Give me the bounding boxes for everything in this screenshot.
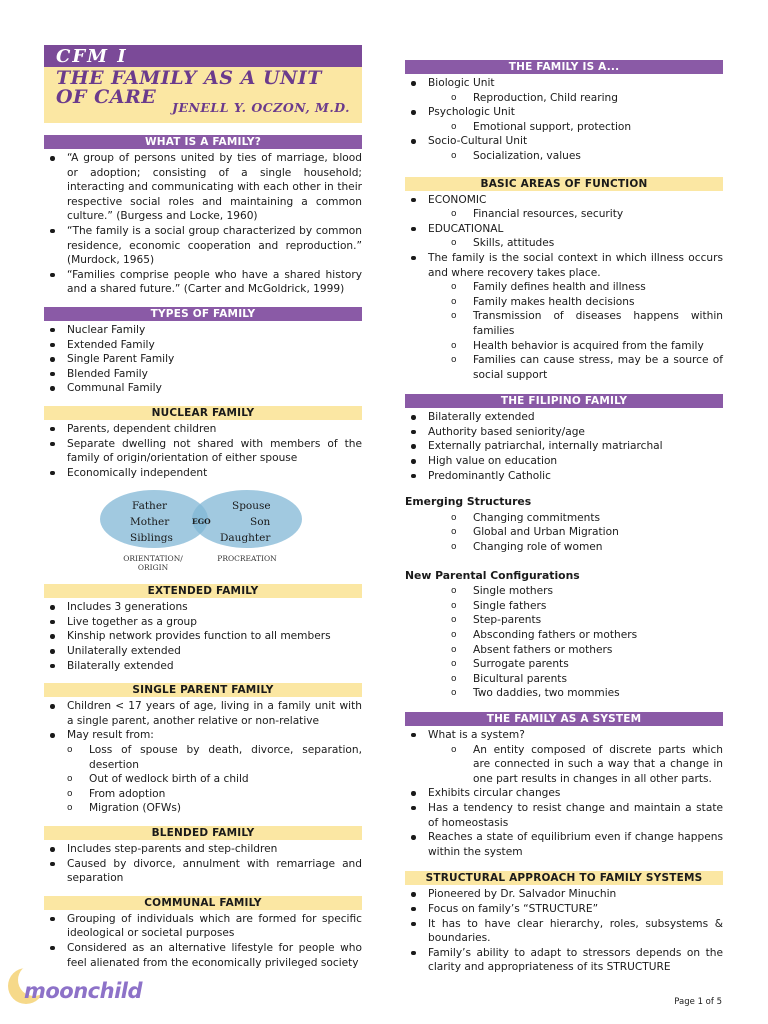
list-item: It has to have clear hierarchy, roles, subsystems & boundaries. [405,917,723,946]
sub-item: o Socialization, values [405,149,723,164]
course-title: CFM I [44,45,362,67]
sub-item: o Loss of spouse by death, divorce, separation, desertion [21,743,362,772]
sub-item: o Single mothers [405,584,723,599]
title-block [44,45,362,123]
section-family-as-system: THE FAMILY AS A SYSTEM [405,712,723,726]
list-item: Considered as an alternative lifestyle for people who feel alienated from the economically privileged society [44,941,362,970]
list-item: Caused by divorce, annulment with remarriage and separation [44,857,362,886]
sub-item: o Skills, attitudes [405,236,723,251]
sub-item: o Families can cause stress, may be a source of social support [405,353,723,382]
list-item: Focus on family’s “STRUCTURE” [405,902,723,917]
venn-center: EGO [192,517,211,527]
list-item: “Families comprise people who have a shared history and a shared future.” (Carter and McGoldrick, 1999) [44,268,362,297]
section-types-of-family: TYPES OF FAMILY [44,307,362,321]
sub-item: o Global and Urban Migration [405,525,723,540]
list-item [44,728,362,743]
list-item: Bilaterally extended [44,659,362,674]
list-item: The family is the social context in which illness occurs and where recovery takes place. [405,251,723,280]
list-item: Unilaterally extended [44,644,362,659]
venn-term: Spouse [232,500,271,513]
section-filipino-family: THE FILIPINO FAMILY [405,394,723,408]
system-list [405,786,723,859]
list-item: ECONOMIC [405,193,723,208]
nuclear-list [44,422,362,480]
list-item: “The family is a social group characterized by common residence, economic cooperation and reproduction.” (Murdock, 1965) [44,224,362,268]
sub-item: o Financial resources, security [405,207,723,222]
section-basic-areas: BASIC AREAS OF FUNCTION [405,177,723,191]
sub-item: o Changing role of women [405,540,723,555]
list-item: Parents, dependent children [44,422,362,437]
list-item: EDUCATIONAL [405,222,723,237]
communal-list [44,912,362,970]
section-structural-approach: STRUCTURAL APPROACH TO FAMILY SYSTEMS [405,871,723,885]
list-item: Nuclear Family [44,323,362,338]
author: JENELL Y. OCZON, M.D. [172,100,350,115]
sub-item: o Single fathers [405,599,723,614]
sub-item: o Health behavior is acquired from the family [405,339,723,354]
list-item: Includes step-parents and step-children [44,842,362,857]
page-number: Page 1 of 5 [674,997,722,1007]
sub-item: o Absent fathers or mothers [405,643,723,658]
sub-item: o Absconding fathers or mothers [405,628,723,643]
context-sub-list [405,280,723,382]
sub-item: o Transmission of diseases happens within families [405,309,723,338]
sub-item: o Emotional support, protection [405,120,723,135]
section-nuclear-family: NUCLEAR FAMILY [44,406,362,420]
sub-item: o Two daddies, two mommies [405,686,723,701]
structural-list [405,887,723,975]
venn-caption-procreation: PROCREATION [217,554,277,564]
section-what-is-family: WHAT IS A FAMILY? [44,135,362,149]
list-item: Predominantly Catholic [405,469,723,484]
list-item: Economically independent [44,466,362,481]
venn-term: Son [250,516,271,529]
venn-term: Father [132,500,168,513]
list-item: “A group of persons united by ties of marriage, blood or adoption; consisting of a single household; interacting and communicating with each other in their respective social roles and maintaining a common culture.” (Burgess and Locke, 1960) [44,151,362,224]
sub-item: o Family makes health decisions [405,295,723,310]
emerging-structures-heading: Emerging Structures [405,495,532,509]
sub-item: o Bicultural parents [405,672,723,687]
filipino-list [405,410,723,483]
list-item: Psychologic Unit [405,105,723,120]
what-is-family-list [44,151,362,297]
section-family-is-a: THE FAMILY IS A... [405,60,723,74]
parental-configurations-heading: New Parental Configurations [405,568,580,582]
list-item: Kinship network provides function to all members [44,629,362,644]
list-item: Grouping of individuals which are formed for specific ideological or societal purposes [44,912,362,941]
sub-item: o Surrogate parents [405,657,723,672]
list-item-label: May result from: [67,729,154,742]
emerging-list [405,511,723,555]
sub-item: o Migration (OFWs) [21,801,362,816]
single-parent-causes [21,743,362,816]
section-blended-family: BLENDED FAMILY [44,826,362,840]
list-item: Socio-Cultural Unit [405,134,723,149]
section-communal-family: COMMUNAL FAMILY [44,896,362,910]
section-extended-family: EXTENDED FAMILY [44,584,362,598]
single-parent-list [44,699,362,743]
venn-term: Daughter [220,532,271,545]
sub-item: o From adoption [21,787,362,802]
venn-term: Siblings [130,532,173,545]
list-item: Family’s ability to adapt to stressors depends on the clarity and appropriateness of its STRUCTURE [405,946,723,975]
list-item: Reaches a state of equilibrium even if change happens within the system [405,830,723,859]
types-list [44,323,362,396]
list-item: Single Parent Family [44,352,362,367]
sub-item: o An entity composed of discrete parts which are connected in such a way that a change in one part results in changes in all other parts. [405,743,723,787]
sub-item: o Out of wedlock birth of a child [21,772,362,787]
moonchild-logo [8,966,143,1018]
parental-list [405,584,723,701]
list-item: Children < 17 years of age, living in a family unit with a single parent, another relative or non-relative [44,699,362,728]
family-venn-diagram [44,484,362,582]
list-item: Has a tendency to resist change and maintain a state of homeostasis [405,801,723,830]
section-single-parent-family: SINGLE PARENT FAMILY [44,683,362,697]
page-title: THE FAMILY AS A UNIT OF CARE [56,67,322,108]
venn-term: Mother [130,516,170,529]
sub-item: o Changing commitments [405,511,723,526]
family-is-list [405,76,723,91]
list-item: Pioneered by Dr. Salvador Minuchin [405,887,723,902]
extended-list [44,600,362,673]
right-column [405,60,723,975]
list-item: High value on education [405,454,723,469]
list-item: Extended Family [44,338,362,353]
list-item: What is a system? [405,728,723,743]
list-item: Exhibits circular changes [405,786,723,801]
left-column [44,45,362,970]
list-item: Authority based seniority/age [405,425,723,440]
blended-list [44,842,362,886]
list-item: Biologic Unit [405,76,723,91]
venn-caption-orientation: ORIENTATION/ ORIGIN [123,554,183,573]
sub-item: o Family defines health and illness [405,280,723,295]
list-item: Communal Family [44,381,362,396]
list-item: Bilaterally extended [405,410,723,425]
sub-item: o Step-parents [405,613,723,628]
list-item: Externally patriarchal, internally matriarchal [405,439,723,454]
logo-wordmark: moonchild [24,979,143,1003]
sub-item: o Reproduction, Child rearing [405,91,723,106]
list-item: Blended Family [44,367,362,382]
list-item: Separate dwelling not shared with members of the family of origin/orientation of either spouse [44,437,362,466]
list-item: Includes 3 generations [44,600,362,615]
list-item: Live together as a group [44,615,362,630]
